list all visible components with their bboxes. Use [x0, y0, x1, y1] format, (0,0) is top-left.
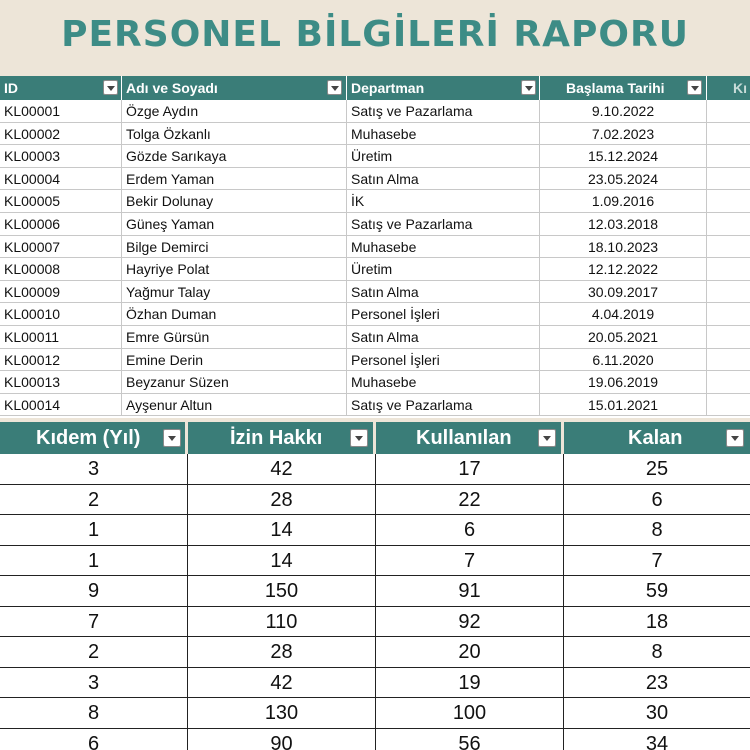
cell-start-date[interactable]: 20.05.2021 [540, 326, 707, 349]
cell-seniority[interactable]: 2 [0, 485, 188, 516]
table-row [0, 371, 750, 394]
filter-dropdown-icon[interactable] [687, 80, 702, 95]
cell-id[interactable]: KL00001 [0, 100, 122, 123]
cell-id[interactable]: KL00009 [0, 281, 122, 304]
header-remaining[interactable] [564, 422, 750, 454]
cell-partial[interactable] [707, 236, 750, 259]
cell-used[interactable]: 100 [376, 698, 564, 729]
cell-seniority[interactable]: 3 [0, 668, 188, 699]
personnel-table-body [0, 100, 750, 416]
cell-partial[interactable] [707, 258, 750, 281]
cell-name[interactable]: Bilge Demirci [122, 236, 347, 259]
filter-dropdown-icon[interactable] [163, 429, 181, 447]
cell-start-date[interactable]: 9.10.2022 [540, 100, 707, 123]
cell-department[interactable]: Üretim [347, 258, 540, 281]
table-row [0, 213, 750, 236]
table-row [0, 546, 750, 577]
filter-dropdown-icon[interactable] [103, 80, 118, 95]
filter-dropdown-icon[interactable] [726, 429, 744, 447]
cell-used[interactable]: 6 [376, 515, 564, 546]
cell-leave-right[interactable]: 42 [188, 454, 376, 485]
personnel-table-header [0, 76, 750, 100]
header-used[interactable] [376, 422, 564, 454]
leave-table-body [0, 454, 750, 750]
cell-remaining[interactable]: 8 [651, 519, 663, 541]
table-row [0, 123, 750, 146]
cell-remaining[interactable]: 34 [645, 732, 669, 750]
cell-department[interactable]: Satın Alma [347, 281, 540, 304]
cell-seniority[interactable]: 8 [0, 698, 188, 729]
cell-department[interactable]: Satın Alma [347, 168, 540, 191]
cell-remaining[interactable]: 23 [645, 671, 669, 694]
cell-name[interactable]: Hayriye Polat [122, 258, 347, 281]
table-row [0, 637, 750, 668]
cell-name[interactable]: Özhan Duman [122, 303, 347, 326]
cell-name[interactable]: Bekir Dolunay [122, 190, 347, 213]
cell-used[interactable]: 56 [376, 729, 564, 750]
cell-seniority[interactable]: 3 [0, 454, 188, 485]
cell-id[interactable]: KL00010 [0, 303, 122, 326]
cell-remaining[interactable]: 7 [651, 549, 663, 572]
table-row [0, 349, 750, 372]
cell-partial[interactable] [707, 168, 750, 191]
cell-name[interactable]: Gözde Sarıkaya [122, 145, 347, 168]
cell-name[interactable]: Emine Derin [122, 349, 347, 372]
cell-leave-right[interactable]: 150 [188, 576, 376, 607]
cell-seniority[interactable]: 7 [0, 607, 188, 638]
cell-id[interactable]: KL00013 [0, 371, 122, 394]
cell-id[interactable]: KL00002 [0, 123, 122, 146]
cell-partial[interactable] [707, 190, 750, 213]
cell-department[interactable]: Personel İşleri [347, 303, 540, 326]
cell-partial[interactable] [707, 303, 750, 326]
cell-remaining[interactable]: 30 [645, 702, 669, 724]
cell-partial[interactable] [707, 394, 750, 417]
cell-start-date[interactable]: 19.06.2019 [540, 371, 707, 394]
header-seniority[interactable] [0, 422, 188, 454]
page-title: PERSONEL BİLGİLERİ RAPORU [61, 14, 689, 55]
cell-start-date[interactable]: 12.03.2018 [540, 213, 707, 236]
cell-department[interactable]: Personel İşleri [347, 349, 540, 372]
cell-seniority[interactable]: 1 [0, 546, 188, 577]
cell-seniority[interactable]: 2 [0, 637, 188, 668]
cell-start-date[interactable]: 15.01.2021 [540, 394, 707, 417]
cell-seniority[interactable]: 6 [0, 729, 188, 750]
table-row [0, 607, 750, 638]
cell-start-date[interactable]: 23.05.2024 [540, 168, 707, 191]
cell-id[interactable]: KL00003 [0, 145, 122, 168]
cell-leave-right[interactable]: 110 [188, 607, 376, 638]
header-partial-label: Kı [733, 80, 747, 96]
cell-remaining[interactable]: 18 [645, 610, 669, 633]
table-row [0, 190, 750, 213]
table-row [0, 168, 750, 191]
cell-name[interactable]: Özge Aydın [122, 100, 347, 123]
header-name[interactable] [122, 76, 347, 100]
cell-name[interactable]: Ayşenur Altun [122, 394, 347, 417]
cell-remaining[interactable]: 25 [645, 458, 669, 480]
header-remaining-label: Kalan [628, 427, 683, 449]
cell-department[interactable]: Satış ve Pazarlama [347, 213, 540, 236]
header-start-date-label: Başlama Tarihi [566, 80, 665, 96]
cell-leave-right[interactable]: 130 [188, 698, 376, 729]
table-row [0, 100, 750, 123]
cell-name[interactable]: Erdem Yaman [122, 168, 347, 191]
header-leave-right[interactable] [188, 422, 376, 454]
cell-id[interactable]: KL00008 [0, 258, 122, 281]
cell-remaining[interactable]: 6 [651, 488, 663, 511]
header-id-label: ID [4, 80, 18, 96]
table-row [0, 236, 750, 259]
cell-name[interactable]: Emre Gürsün [122, 326, 347, 349]
cell-used[interactable]: 7 [376, 546, 564, 577]
cell-partial[interactable] [707, 326, 750, 349]
cell-department[interactable]: Muhasebe [347, 236, 540, 259]
cell-name[interactable]: Beyzanur Süzen [122, 371, 347, 394]
cell-department[interactable]: Satış ve Pazarlama [347, 394, 540, 417]
cell-partial[interactable] [707, 371, 750, 394]
header-seniority-label: Kıdem (Yıl) [36, 427, 141, 449]
cell-leave-right[interactable]: 28 [188, 485, 376, 516]
personnel-table [0, 76, 750, 418]
cell-start-date[interactable]: 6.11.2020 [540, 349, 707, 372]
header-id[interactable] [0, 76, 122, 100]
cell-used[interactable]: 22 [376, 485, 564, 516]
header-used-label: Kullanılan [416, 427, 512, 449]
cell-id[interactable]: KL00011 [0, 326, 122, 349]
cell-id[interactable]: KL00004 [0, 168, 122, 191]
cell-name[interactable]: Yağmur Talay [122, 281, 347, 304]
cell-used[interactable]: 92 [376, 607, 564, 638]
header-name-label: Adı ve Soyadı [126, 80, 218, 96]
cell-start-date[interactable]: 15.12.2024 [540, 145, 707, 168]
cell-name[interactable]: Güneş Yaman [122, 213, 347, 236]
cell-id[interactable]: KL00005 [0, 190, 122, 213]
cell-id[interactable]: KL00007 [0, 236, 122, 259]
cell-used[interactable]: 91 [376, 576, 564, 607]
leave-table-header [0, 422, 750, 454]
cell-seniority[interactable]: 1 [0, 515, 188, 546]
cell-department[interactable]: Muhasebe [347, 123, 540, 146]
cell-department[interactable]: Satın Alma [347, 326, 540, 349]
cell-leave-right[interactable]: 14 [188, 546, 376, 577]
filter-dropdown-icon[interactable] [350, 429, 368, 447]
table-row [0, 576, 750, 607]
header-partial-column[interactable] [707, 76, 750, 100]
filter-dropdown-icon[interactable] [538, 429, 556, 447]
cell-start-date[interactable]: 30.09.2017 [540, 281, 707, 304]
table-row [0, 394, 750, 417]
cell-used[interactable]: 19 [376, 668, 564, 699]
cell-used[interactable]: 17 [376, 454, 564, 485]
cell-partial[interactable] [707, 145, 750, 168]
table-row [0, 303, 750, 326]
header-leave-right-label: İzin Hakkı [230, 427, 323, 449]
cell-start-date[interactable]: 18.10.2023 [540, 236, 707, 259]
cell-start-date[interactable]: 1.09.2016 [540, 190, 707, 213]
cell-id[interactable]: KL00006 [0, 213, 122, 236]
cell-partial[interactable] [707, 349, 750, 372]
table-row [0, 258, 750, 281]
table-row [0, 729, 750, 750]
table-row [0, 515, 750, 546]
table-row [0, 454, 750, 485]
cell-start-date[interactable]: 4.04.2019 [540, 303, 707, 326]
header-start-date[interactable] [540, 76, 707, 100]
cell-department[interactable]: Muhasebe [347, 371, 540, 394]
cell-partial[interactable] [707, 100, 750, 123]
cell-partial[interactable] [707, 281, 750, 304]
cell-remaining[interactable]: 59 [645, 580, 669, 602]
cell-id[interactable]: KL00014 [0, 394, 122, 417]
cell-partial[interactable] [707, 213, 750, 236]
cell-used[interactable]: 20 [376, 637, 564, 668]
table-row [0, 668, 750, 699]
cell-leave-right[interactable]: 42 [188, 668, 376, 699]
header-department-label: Departman [351, 80, 425, 96]
table-row [0, 326, 750, 349]
filter-dropdown-icon[interactable] [327, 80, 342, 95]
cell-seniority[interactable]: 9 [0, 576, 188, 607]
cell-name[interactable]: Tolga Özkanlı [122, 123, 347, 146]
cell-department[interactable]: İK [347, 190, 540, 213]
table-row [0, 145, 750, 168]
header-department[interactable] [347, 76, 540, 100]
cell-leave-right[interactable]: 28 [188, 637, 376, 668]
cell-partial[interactable] [707, 123, 750, 146]
cell-department[interactable]: Satış ve Pazarlama [347, 100, 540, 123]
table-row [0, 485, 750, 516]
filter-dropdown-icon[interactable] [521, 80, 536, 95]
cell-department[interactable]: Üretim [347, 145, 540, 168]
cell-leave-right[interactable]: 14 [188, 515, 376, 546]
cell-id[interactable]: KL00012 [0, 349, 122, 372]
cell-leave-right[interactable]: 90 [188, 729, 376, 750]
cell-start-date[interactable]: 7.02.2023 [540, 123, 707, 146]
table-row [0, 698, 750, 729]
cell-start-date[interactable]: 12.12.2022 [540, 258, 707, 281]
leave-table [0, 422, 750, 750]
cell-remaining[interactable]: 8 [651, 641, 663, 663]
table-row [0, 281, 750, 304]
